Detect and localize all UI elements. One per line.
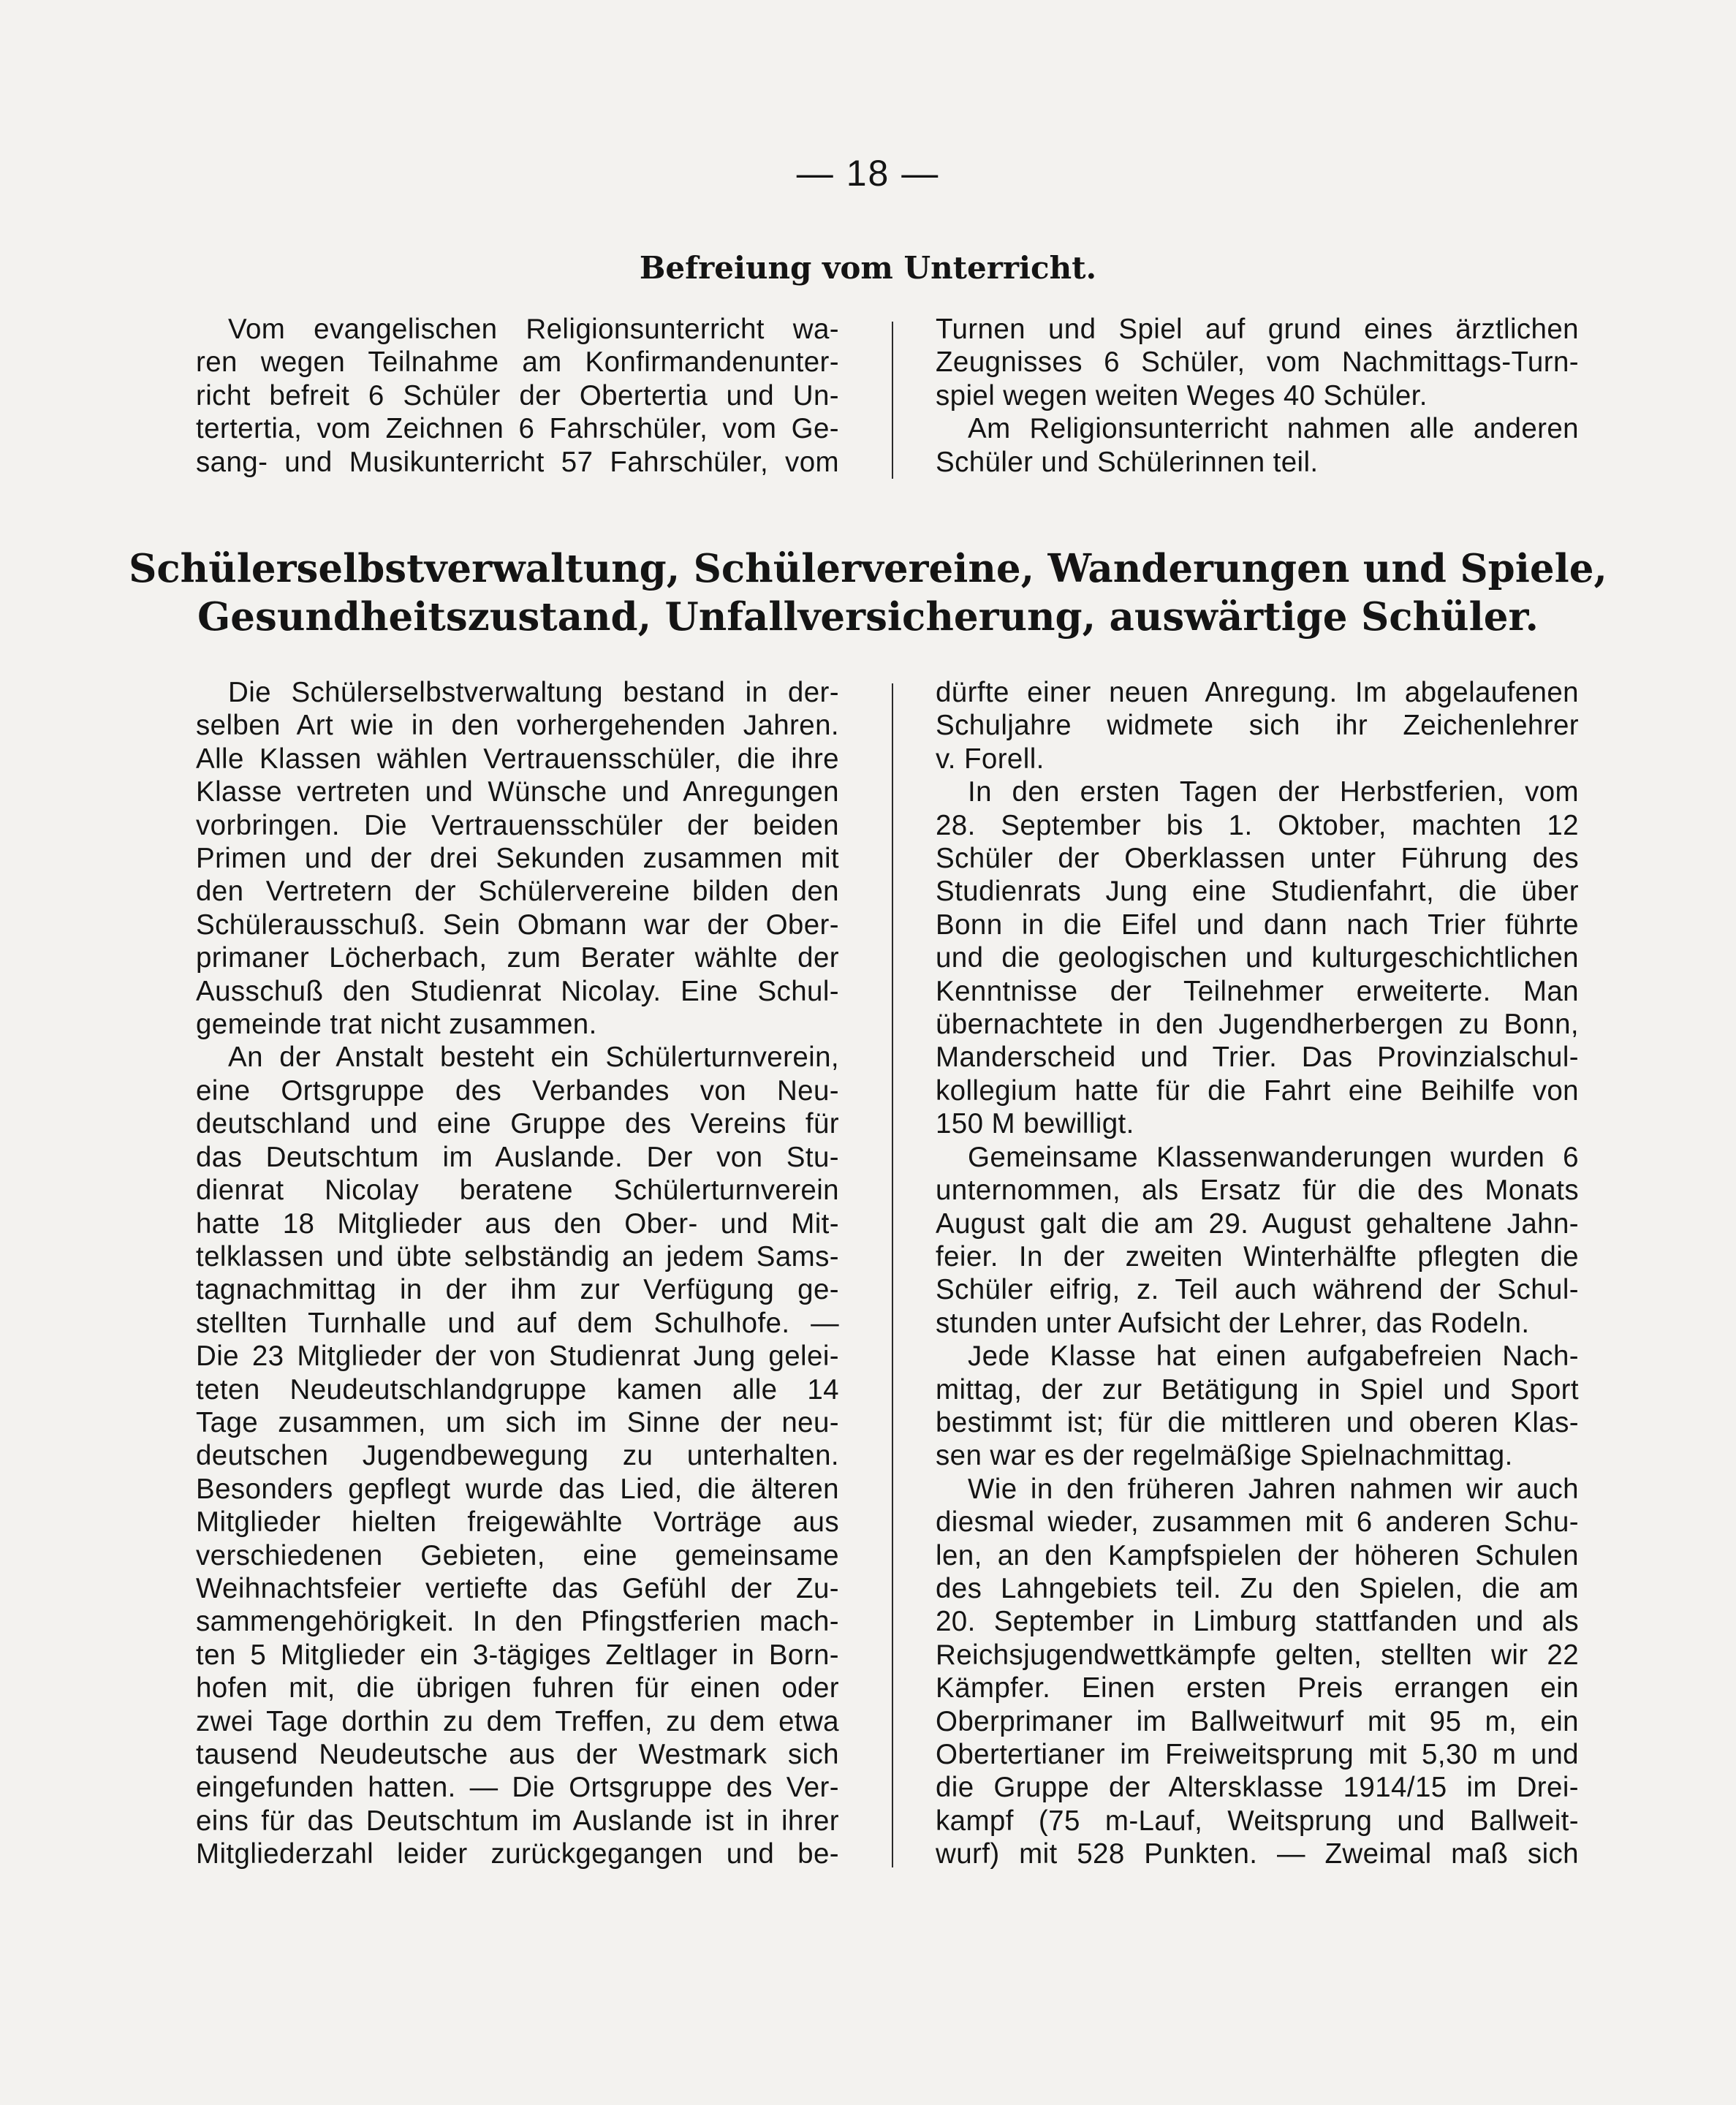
text-line: stunden unter Aufsicht der Lehrer, das Rodeln. [936, 1307, 1530, 1339]
text-line: das Deutschtum im Auslande. Der von Stu- [196, 1141, 839, 1173]
text-line: teten Neudeutschlandgruppe kamen alle 14 [196, 1373, 839, 1406]
text-line: gemeinde trat nicht zusammen. [196, 1009, 597, 1041]
text-line: des Lahngebiets teil. Zu den Spielen, die am [936, 1572, 1579, 1604]
text-line: Besonders gepflegt wurde das Lied, die älteren [196, 1473, 839, 1505]
text-line: August galt die am 29. August gehaltene Jahn- [936, 1207, 1579, 1240]
section1-left-column [196, 313, 839, 479]
text-line: len, an den Kampfspielen der höheren Schulen [936, 1539, 1579, 1571]
text-line: Bonn in die Eifel und dann nach Trier führte [936, 909, 1579, 941]
text-line: Obertertianer im Freiweitsprung mit 5,30 m und [936, 1739, 1579, 1770]
text-line: Vom evangelischen Religionsunterricht wa- [228, 314, 839, 345]
text-line: mittag, der zur Betätigung in Spiel und Sport [936, 1373, 1579, 1406]
text-line: Schülerausschuß. Sein Obmann war der Ober- [196, 909, 839, 941]
text-line: selben Art wie in den vorhergehenden Jahren. [196, 710, 839, 742]
text-line: Kenntnisse der Teilnehmer erweiterte. Man [936, 975, 1579, 1007]
text-line: Weihnachtsfeier vertiefte das Gefühl der Zu- [196, 1572, 839, 1604]
text-line: deutschen Jugendbewegung zu unterhalten. [196, 1440, 839, 1472]
section-heading-line-2: Gesundheitszustand, Unfallversicherung, auswärtige Schüler. [197, 594, 1539, 640]
text-line: 150 M bewilligt. [936, 1108, 1134, 1140]
text-line: Schüler eifrig, z. Teil auch während der Schul- [936, 1274, 1579, 1306]
text-line: sen war es der regelmäßige Spielnachmittag. [936, 1440, 1513, 1472]
text-line: Reichsjugendwettkämpfe gelten, stellten wir 22 [936, 1639, 1579, 1671]
section2-left-column [196, 676, 839, 1871]
text-line: v. Forell. [936, 743, 1045, 775]
text-line: deutschland und eine Gruppe des Vereins für [196, 1108, 839, 1140]
text-line: eingefunden hatten. — Die Ortsgruppe des Ver- [196, 1772, 839, 1804]
text-line: Alle Klassen wählen Vertrauensschüler, die ihre [196, 743, 839, 775]
text-line: diesmal wieder, zusammen mit 6 anderen Schu- [936, 1506, 1579, 1539]
page-number: — 18 — [796, 153, 940, 194]
text-line: In den ersten Tagen der Herbstferien, vom [968, 776, 1579, 808]
text-line: zwei Tage dorthin zu dem Treffen, zu dem etwa [196, 1705, 839, 1737]
text-line: verschiedenen Gebieten, eine gemeinsame [196, 1539, 839, 1571]
text-line: Klasse vertreten und Wünsche und Anregungen [196, 776, 839, 808]
text-line: feier. In der zweiten Winterhälfte pflegten die [936, 1240, 1579, 1273]
text-line: spiel wegen weiten Weges 40 Schüler. [936, 379, 1428, 411]
column-divider [892, 322, 893, 479]
text-line: Schuljahre widmete sich ihr Zeichenlehrer [936, 710, 1579, 742]
text-line: Primen und der drei Sekunden zusammen mit [196, 843, 839, 875]
section-heading-befreiung: Befreiung vom Unterricht. [639, 250, 1097, 286]
text-line: Zeugnisses 6 Schüler, vom Nachmittags-Turn- [936, 346, 1579, 379]
text-line: kampf (75 m-Lauf, Weitsprung und Ballweit- [936, 1805, 1579, 1837]
text-line: und die geologischen und kulturgeschichtlichen [936, 942, 1579, 974]
text-line: 28. September bis 1. Oktober, machten 12 [936, 809, 1579, 841]
text-line: Manderscheid und Trier. Das Provinzialschul- [936, 1042, 1579, 1074]
text-line: Ausschuß den Studienrat Nicolay. Eine Schul- [196, 975, 839, 1007]
text-line: tagnachmittag in der ihm zur Verfügung ge- [196, 1274, 839, 1306]
text-line: sammengehörigkeit. In den Pfingstferien mach- [196, 1606, 839, 1638]
section-heading-line-1: Schülerselbstverwaltung, Schülervereine, Wanderungen und Spiele, [129, 546, 1607, 591]
text-line: Am Religionsunterricht nahmen alle anderen [968, 413, 1579, 445]
text-line: 20. September in Limburg stattfanden und als [936, 1606, 1579, 1638]
text-line: dienrat Nicolay beratene Schülerturnverein [196, 1175, 839, 1207]
text-line: den Vertretern der Schülervereine bilden den [196, 876, 839, 908]
text-line: dürfte einer neuen Anregung. Im abgelaufenen [936, 677, 1579, 708]
text-line: übernachtete in den Jugendherbergen zu Bonn, [936, 1009, 1579, 1041]
text-line: hofen mit, die übrigen fuhren für einen oder [196, 1672, 839, 1704]
text-line: telklassen und übte selbständig an jedem Sams- [196, 1240, 839, 1273]
text-line: hatte 18 Mitglieder aus den Ober- und Mit- [196, 1207, 839, 1240]
text-line: wurf) mit 528 Punkten. — Zweimal maß sich [936, 1838, 1579, 1870]
text-line: tertertia, vom Zeichnen 6 Fahrschüler, vom Ge- [196, 413, 839, 445]
text-line: An der Anstalt besteht ein Schülerturnverein, [228, 1042, 839, 1074]
text-line: ten 5 Mitglieder ein 3-tägiges Zeltlager in Born- [196, 1639, 839, 1671]
text-line: Mitgliederzahl leider zurückgegangen und be- [196, 1838, 839, 1870]
section1-right-column [936, 313, 1579, 479]
text-line: Gemeinsame Klassenwanderungen wurden 6 [968, 1141, 1579, 1173]
text-line: stellten Turnhalle und auf dem Schulhofe. — [196, 1307, 839, 1339]
text-line: Tage zusammen, um sich im Sinne der neu- [196, 1406, 839, 1438]
text-line: kollegium hatte für die Fahrt eine Beihilfe von [936, 1074, 1579, 1107]
column-divider [892, 683, 893, 1867]
text-line: Turnen und Spiel auf grund eines ärztlichen [936, 314, 1579, 345]
text-line: unternommen, als Ersatz für die des Monats [936, 1175, 1579, 1207]
text-line: eine Ortsgruppe des Verbandes von Neu- [196, 1074, 839, 1107]
text-line: Die 23 Mitglieder der von Studienrat Jung gelei- [196, 1340, 839, 1373]
section2-right-column [936, 676, 1579, 1871]
text-line: Mitglieder hielten freigewählte Vorträge aus [196, 1506, 839, 1539]
text-line: primaner Löcherbach, zum Berater wählte der [196, 942, 839, 974]
text-line: Oberprimaner im Ballweitwurf mit 95 m, ein [936, 1705, 1579, 1737]
text-line: tausend Neudeutsche aus der Westmark sich [196, 1739, 839, 1770]
text-line: eins für das Deutschtum im Auslande ist in ihrer [196, 1805, 839, 1837]
text-line: Schüler und Schülerinnen teil. [936, 446, 1319, 478]
text-line: die Gruppe der Altersklasse 1914/15 im Drei- [936, 1772, 1579, 1804]
text-line: Wie in den früheren Jahren nahmen wir auch [968, 1473, 1579, 1505]
text-line: bestimmt ist; für die mittleren und oberen Klas- [936, 1406, 1579, 1438]
text-line: Jede Klasse hat einen aufgabefreien Nach- [968, 1340, 1579, 1373]
text-line: richt befreit 6 Schüler der Obertertia und Un- [196, 379, 839, 411]
text-line: ren wegen Teilnahme am Konfirmandenunter- [196, 346, 839, 379]
text-line: vorbringen. Die Vertrauensschüler der beiden [196, 809, 839, 841]
section-heading-schuelerselbstverwaltung [0, 545, 1736, 641]
text-line: Kämpfer. Einen ersten Preis errangen ein [936, 1672, 1579, 1704]
text-line: sang- und Musikunterricht 57 Fahrschüler, vom [196, 446, 839, 478]
text-line: Schüler der Oberklassen unter Führung des [936, 843, 1579, 875]
text-line: Die Schülerselbstverwaltung bestand in der- [228, 677, 839, 708]
text-line: Studienrats Jung eine Studienfahrt, die über [936, 876, 1579, 908]
